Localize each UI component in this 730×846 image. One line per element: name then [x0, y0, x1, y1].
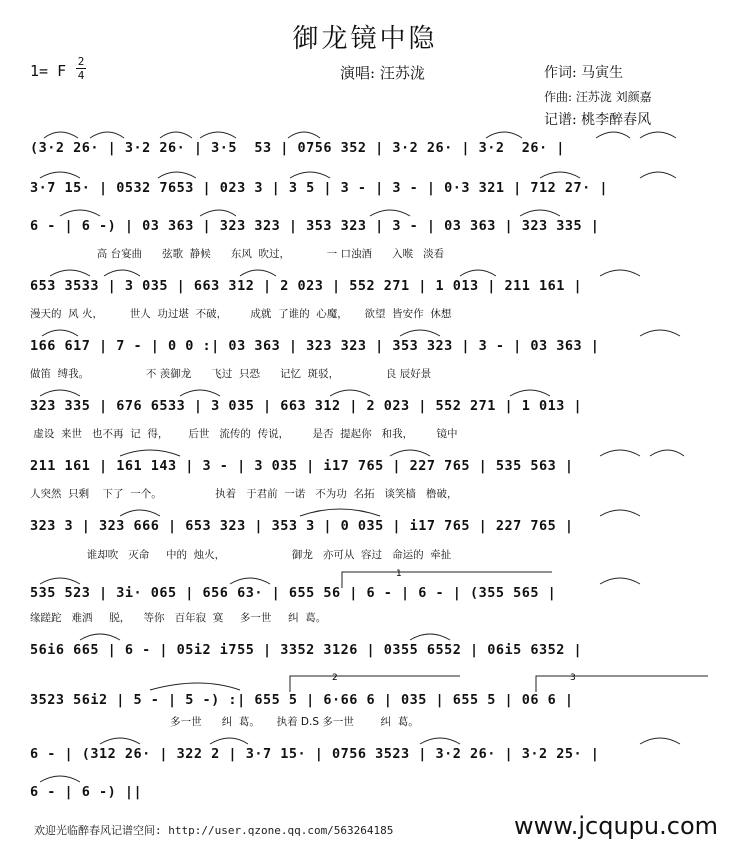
lyricist-credit: 作词: 马寅生	[544, 65, 624, 81]
volta-1-bracket	[342, 572, 552, 588]
volta-2-bracket	[290, 676, 460, 692]
score-line-3-lyrics: 高 台宴曲 弦歌 静候 东风 吹过， 一 口浊酒 入喉 淡看	[30, 248, 445, 260]
score-line-7-lyrics: 人突然 只剩 下了 一个。 执着 于君前 一诺 不为功 名拓 谈笑樯 橹破，	[30, 488, 458, 500]
score-line-13-notes: 6 - | 6 -) ||	[30, 784, 143, 800]
score-line-8-lyrics: 谁却吹 灭命 中的 烛火， 御龙 亦可从 容过 命运的 牵扯	[30, 549, 452, 561]
site-watermark: www.jcqupu.com	[514, 812, 718, 840]
score-line-11-notes: 3523 56i2 | 5 - | 5 -) :| 655 5 | 6·66 6 | 035 | 655 5 | 06 6 |	[30, 692, 574, 708]
score-line-3-notes: 6 - | 6 -) | 03 363 | 323 323 | 353 323 | 3 - | 03 363 | 323 335 |	[30, 218, 600, 234]
score-line-10-notes: 56i6 665 | 6 - | 05i2 i755 | 3352 3126 | 0355 6552 | 06i5 6352 |	[30, 642, 583, 658]
score-line-7-notes: 211 161 | 161 143 | 3 - | 3 035 | i17 765 | 227 765 | 535 563 |	[30, 458, 574, 474]
score-line-9-lyrics: 缘蹉跎 难洒 脱， 等你 百年寂 寞 多一世 纠 葛。	[30, 612, 327, 624]
score-line-11-lyrics: 多一世 纠 葛。 执着 D.S 多一世 纠 葛。	[30, 716, 419, 728]
score-line-8-notes: 323 3 | 323 666 | 653 323 | 353 3 | 0 035 | i17 765 | 227 765 |	[30, 518, 574, 534]
score-line-5-notes: 166 617 | 7 - | 0 0 :| 03 363 | 323 323 | 353 323 | 3 - | 03 363 |	[30, 338, 600, 354]
score-line-2-notes: 3·7 15· | 0532 7653 | 023 3 | 3 5 | 3 - | 3 - | 0·3 321 | 712 27· |	[30, 180, 609, 196]
score-line-5-lyrics: 做笛 缚我。 不 羡御龙 飞过 只恐 记忆 斑驳， 良 辰好景	[30, 368, 432, 380]
composer-credit: 作曲: 汪苏泷 刘颜嘉	[544, 90, 652, 104]
volta-2-number: 2	[332, 673, 338, 683]
score-line-6-notes: 323 335 | 676 6533 | 3 035 | 663 312 | 2 023 | 552 271 | 1 013 |	[30, 398, 583, 414]
transcriber-credit: 记谱: 桃李醉春风	[544, 112, 652, 128]
score-line-1-notes: (3·2 26· | 3·2 26· | 3·5 53 | 0756 352 | 3·2 26· | 3·2 26· |	[30, 140, 565, 156]
score-line-12-notes: 6 - | (312 26· | 322 2 | 3·7 15· | 0756 3523 | 3·2 26· | 3·2 25· |	[30, 746, 600, 762]
volta-3-bracket	[536, 676, 708, 692]
volta-3-number: 3	[570, 673, 576, 683]
score-line-4-lyrics: 漫天的 风 火， 世人 功过堪 不破， 成就 了谁的 心魔， 欲望 皆安作 休想	[30, 308, 452, 320]
time-signature-top: 2	[77, 55, 85, 68]
key-signature: 1= F	[30, 62, 67, 80]
singer-credit: 演唱: 汪苏泷	[340, 64, 425, 82]
footer-text: 欢迎光临醉春风记谱空间: http://user.qzone.qq.com/563264185	[34, 824, 394, 837]
score-line-9-notes: 535 523 | 3i· 065 | 656 63· | 655 56 | 6 - | 6 - | (355 565 |	[30, 585, 557, 601]
song-title: 御龙镜中隐	[292, 24, 438, 54]
score-line-4-notes: 653 3533 | 3 035 | 663 312 | 2 023 | 552 271 | 1 013 | 211 161 |	[30, 278, 583, 294]
time-signature-bottom: 4	[77, 69, 85, 82]
score-line-6-lyrics: 虚设 来世 也不再 记 得， 后世 流传的 传说， 是否 提起你 和我， 镜中	[30, 428, 458, 440]
volta-1-number: 1	[396, 569, 402, 579]
